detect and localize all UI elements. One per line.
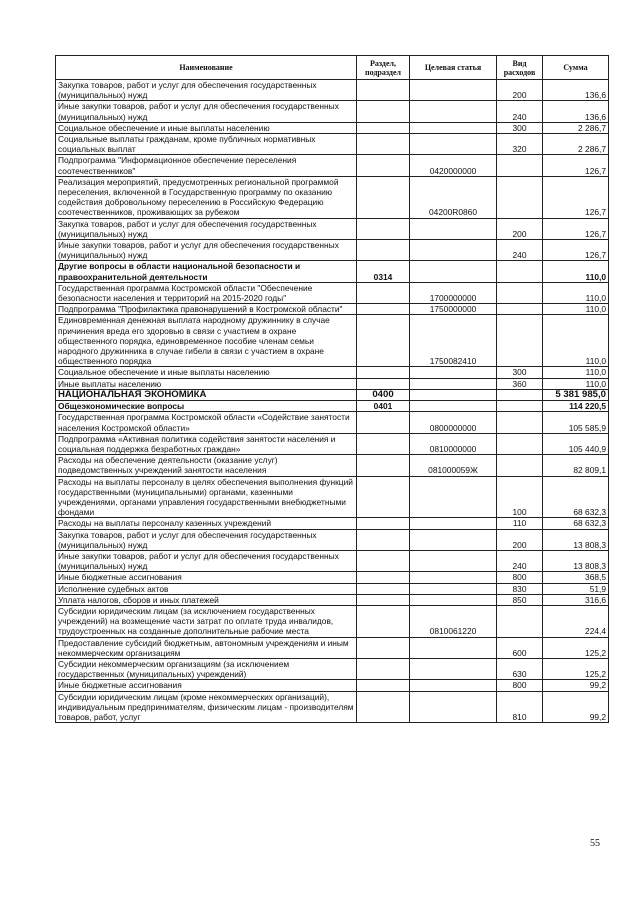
row-sum-cell: 136,6: [543, 80, 609, 101]
row-target-cell: [410, 518, 497, 529]
table-row: [56, 455, 609, 476]
row-sum-cell: 105 585,9: [543, 412, 609, 433]
budget-table: [55, 55, 609, 723]
row-sum-cell: 368,5: [543, 572, 609, 583]
row-name-cell: Социальные выплаты гражданам, кроме публичных нормативных социальных выплат: [56, 134, 357, 155]
table-row: [56, 176, 609, 218]
row-section-cell: [357, 378, 410, 389]
row-target-cell: [410, 378, 497, 389]
row-target-cell: 0420000000: [410, 155, 497, 176]
table-row: [56, 240, 609, 261]
row-section-cell: [357, 101, 410, 122]
row-type-cell: 850: [497, 594, 543, 605]
row-type-cell: [497, 304, 543, 315]
row-name-cell: Иные закупки товаров, работ и услуг для обеспечения государственных (муниципальных) нужд: [56, 101, 357, 122]
row-target-cell: [410, 583, 497, 594]
row-type-cell: 800: [497, 680, 543, 691]
row-sum-cell: 136,6: [543, 101, 609, 122]
table-row: [56, 304, 609, 315]
row-section-cell: 0400: [357, 389, 410, 400]
table-row: [56, 155, 609, 176]
table-row: [56, 367, 609, 378]
row-target-cell: [410, 658, 497, 679]
table-row: [56, 378, 609, 389]
row-type-cell: 200: [497, 80, 543, 101]
row-type-cell: 100: [497, 476, 543, 518]
row-section-cell: [357, 605, 410, 637]
table-row: [56, 315, 609, 367]
row-type-cell: 240: [497, 101, 543, 122]
row-type-cell: [497, 401, 543, 412]
row-target-cell: 04200R0860: [410, 176, 497, 218]
row-section-cell: [357, 412, 410, 433]
row-type-cell: [497, 261, 543, 282]
row-target-cell: [410, 680, 497, 691]
table-row: [56, 658, 609, 679]
row-sum-cell: 99,2: [543, 691, 609, 723]
row-target-cell: 081000059Ж: [410, 455, 497, 476]
row-name-cell: Иные бюджетные ассигнования: [56, 680, 357, 691]
row-name-cell: Закупка товаров, работ и услуг для обеспечения государственных (муниципальных) нужд: [56, 529, 357, 550]
table-row: [56, 122, 609, 133]
row-target-cell: [410, 529, 497, 550]
table-row: [56, 282, 609, 303]
table-row: [56, 401, 609, 412]
row-name-cell: Реализация мероприятий, предусмотренных региональной программой переселения, включенной в Государственную программу по оказанию содействия добровольному переселению в Российскую Федерацию соотечественников, проживающих за рубежом: [56, 176, 357, 218]
row-section-cell: 0401: [357, 401, 410, 412]
row-sum-cell: 110,0: [543, 315, 609, 367]
row-section-cell: [357, 550, 410, 571]
row-sum-cell: 5 381 985,0: [543, 389, 609, 400]
row-name-cell: Исполнение судебных актов: [56, 583, 357, 594]
row-section-cell: 0314: [357, 261, 410, 282]
table-row: [56, 550, 609, 571]
row-sum-cell: 126,7: [543, 155, 609, 176]
table-row: [56, 594, 609, 605]
row-sum-cell: 126,7: [543, 240, 609, 261]
row-section-cell: [357, 122, 410, 133]
table-row: [56, 389, 609, 400]
row-sum-cell: 13 808,3: [543, 550, 609, 571]
table-row: [56, 412, 609, 433]
row-type-cell: 300: [497, 122, 543, 133]
table-row: [56, 605, 609, 637]
row-name-cell: Расходы на обеспечение деятельности (оказание услуг) подведомственных учреждений занятости населения: [56, 455, 357, 476]
row-target-cell: [410, 261, 497, 282]
row-section-cell: [357, 315, 410, 367]
row-type-cell: 630: [497, 658, 543, 679]
row-target-cell: 0800000000: [410, 412, 497, 433]
row-name-cell: Иные выплаты населению: [56, 378, 357, 389]
row-target-cell: [410, 550, 497, 571]
row-target-cell: [410, 389, 497, 400]
row-type-cell: [497, 282, 543, 303]
row-section-cell: [357, 594, 410, 605]
row-type-cell: 360: [497, 378, 543, 389]
row-name-cell: Расходы на выплаты персоналу в целях обеспечения выполнения функций государственными (муниципальными) органами, казенными учреждениями, органами управления государственными внебюджетными фондами: [56, 476, 357, 518]
row-sum-cell: 110,0: [543, 261, 609, 282]
row-name-cell: Иные закупки товаров, работ и услуг для обеспечения государственных (муниципальных) нужд: [56, 550, 357, 571]
row-target-cell: 1700000000: [410, 282, 497, 303]
row-target-cell: [410, 134, 497, 155]
table-row: [56, 583, 609, 594]
table-row: [56, 529, 609, 550]
table-row: [56, 691, 609, 723]
row-name-cell: Закупка товаров, работ и услуг для обеспечения государственных (муниципальных) нужд: [56, 80, 357, 101]
row-sum-cell: 125,2: [543, 637, 609, 658]
row-name-cell: Социальное обеспечение и иные выплаты населению: [56, 367, 357, 378]
table-row: [56, 80, 609, 101]
row-name-cell: Расходы на выплаты персоналу казенных учреждений: [56, 518, 357, 529]
table-header-row: [56, 56, 609, 80]
row-type-cell: 240: [497, 240, 543, 261]
row-name-cell: Предоставление субсидий бюджетным, автономным учреждениям и иным некоммерческим организациям: [56, 637, 357, 658]
header-section: Раздел, подраздел: [357, 56, 410, 80]
header-target: Целевая статья: [410, 56, 497, 80]
row-sum-cell: 68 632,3: [543, 476, 609, 518]
row-target-cell: 0810061220: [410, 605, 497, 637]
row-section-cell: [357, 240, 410, 261]
row-type-cell: [497, 155, 543, 176]
table-row: [56, 637, 609, 658]
row-type-cell: 240: [497, 550, 543, 571]
table-row: [56, 518, 609, 529]
row-type-cell: 830: [497, 583, 543, 594]
table-row: [56, 218, 609, 239]
row-name-cell: Социальное обеспечение и иные выплаты населению: [56, 122, 357, 133]
row-name-cell: Государственная программа Костромской области "Обеспечение безопасности населения и территорий на 2015-2020 годы": [56, 282, 357, 303]
row-sum-cell: 2 286,7: [543, 122, 609, 133]
row-name-cell: Подпрограмма «Активная политика содействия занятости населения и социальная поддержка безработных граждан»: [56, 433, 357, 454]
row-type-cell: [497, 315, 543, 367]
row-sum-cell: 125,2: [543, 658, 609, 679]
row-sum-cell: 126,7: [543, 176, 609, 218]
row-sum-cell: 82 809,1: [543, 455, 609, 476]
row-target-cell: [410, 101, 497, 122]
row-sum-cell: 224,4: [543, 605, 609, 637]
row-name-cell: НАЦИОНАЛЬНАЯ ЭКОНОМИКА: [56, 389, 357, 400]
row-type-cell: 110: [497, 518, 543, 529]
row-target-cell: [410, 572, 497, 583]
row-name-cell: Другие вопросы в области национальной безопасности и правоохранительной деятельности: [56, 261, 357, 282]
row-type-cell: [497, 176, 543, 218]
row-target-cell: [410, 594, 497, 605]
row-name-cell: Субсидии юридическим лицам (за исключением государственных учреждений) на возмещение части затрат по оплате труда инвалидов, трудоустроенных на созданные дополнительные рабочие места: [56, 605, 357, 637]
row-name-cell: Подпрограмма "Информационное обеспечение переселения соотечественников": [56, 155, 357, 176]
row-section-cell: [357, 367, 410, 378]
row-name-cell: Единовременная денежная выплата народному дружиннику в случае причинения вреда его здоровью в связи с участием в охране общественного порядка, единовременное пособие членам семьи народного дружинника в случае гибели в связи с участием в охране общественного порядка: [56, 315, 357, 367]
row-target-cell: [410, 367, 497, 378]
row-section-cell: [357, 518, 410, 529]
table-row: [56, 476, 609, 518]
row-section-cell: [357, 476, 410, 518]
table-row: [56, 101, 609, 122]
row-section-cell: [357, 304, 410, 315]
row-name-cell: Государственная программа Костромской области «Содействие занятости населения Костромской области»: [56, 412, 357, 433]
row-type-cell: [497, 455, 543, 476]
row-section-cell: [357, 658, 410, 679]
row-target-cell: [410, 691, 497, 723]
row-section-cell: [357, 176, 410, 218]
row-type-cell: [497, 433, 543, 454]
table-row: [56, 433, 609, 454]
table-row: [56, 572, 609, 583]
row-type-cell: 200: [497, 529, 543, 550]
row-type-cell: 320: [497, 134, 543, 155]
row-target-cell: [410, 122, 497, 133]
table-body: [56, 80, 609, 723]
row-sum-cell: 51,9: [543, 583, 609, 594]
row-sum-cell: 110,0: [543, 304, 609, 315]
row-sum-cell: 316,6: [543, 594, 609, 605]
row-type-cell: [497, 605, 543, 637]
row-target-cell: [410, 240, 497, 261]
row-target-cell: 1750082410: [410, 315, 497, 367]
page-number: 55: [590, 838, 600, 849]
header-sum: Сумма: [543, 56, 609, 80]
row-sum-cell: 68 632,3: [543, 518, 609, 529]
row-section-cell: [357, 155, 410, 176]
row-sum-cell: 126,7: [543, 218, 609, 239]
row-section-cell: [357, 691, 410, 723]
row-section-cell: [357, 80, 410, 101]
row-name-cell: Субсидии юридическим лицам (кроме некоммерческих организаций), индивидуальным предпринимателям, физическим лицам - производителям товаров, работ, услуг: [56, 691, 357, 723]
row-name-cell: Субсидии некоммерческим организациям (за исключением государственных (муниципальных) учреждений): [56, 658, 357, 679]
row-name-cell: Закупка товаров, работ и услуг для обеспечения государственных (муниципальных) нужд: [56, 218, 357, 239]
row-name-cell: Уплата налогов, сборов и иных платежей: [56, 594, 357, 605]
row-section-cell: [357, 433, 410, 454]
row-name-cell: Общеэкономические вопросы: [56, 401, 357, 412]
row-section-cell: [357, 218, 410, 239]
row-section-cell: [357, 455, 410, 476]
row-sum-cell: 110,0: [543, 367, 609, 378]
row-section-cell: [357, 583, 410, 594]
row-target-cell: [410, 476, 497, 518]
row-section-cell: [357, 637, 410, 658]
row-section-cell: [357, 680, 410, 691]
budget-table-container: [55, 55, 608, 723]
row-section-cell: [357, 572, 410, 583]
row-target-cell: [410, 637, 497, 658]
row-type-cell: 300: [497, 367, 543, 378]
row-sum-cell: 110,0: [543, 378, 609, 389]
header-name: Наименование: [56, 56, 357, 80]
row-sum-cell: 99,2: [543, 680, 609, 691]
table-row: [56, 261, 609, 282]
row-target-cell: 0810000000: [410, 433, 497, 454]
row-target-cell: [410, 401, 497, 412]
row-target-cell: 1750000000: [410, 304, 497, 315]
row-name-cell: Иные закупки товаров, работ и услуг для обеспечения государственных (муниципальных) нужд: [56, 240, 357, 261]
row-section-cell: [357, 529, 410, 550]
table-row: [56, 134, 609, 155]
header-type: Вид расходов: [497, 56, 543, 80]
row-sum-cell: 13 808,3: [543, 529, 609, 550]
table-row: [56, 680, 609, 691]
row-name-cell: Иные бюджетные ассигнования: [56, 572, 357, 583]
row-sum-cell: 114 220,5: [543, 401, 609, 412]
row-sum-cell: 2 286,7: [543, 134, 609, 155]
row-sum-cell: 105 440,9: [543, 433, 609, 454]
row-target-cell: [410, 80, 497, 101]
row-type-cell: 800: [497, 572, 543, 583]
row-section-cell: [357, 282, 410, 303]
row-type-cell: 810: [497, 691, 543, 723]
row-target-cell: [410, 218, 497, 239]
row-type-cell: [497, 389, 543, 400]
row-section-cell: [357, 134, 410, 155]
row-name-cell: Подпрограмма "Профилактика правонарушений в Костромской области": [56, 304, 357, 315]
row-type-cell: [497, 412, 543, 433]
row-sum-cell: 110,0: [543, 282, 609, 303]
row-type-cell: 200: [497, 218, 543, 239]
row-type-cell: 600: [497, 637, 543, 658]
